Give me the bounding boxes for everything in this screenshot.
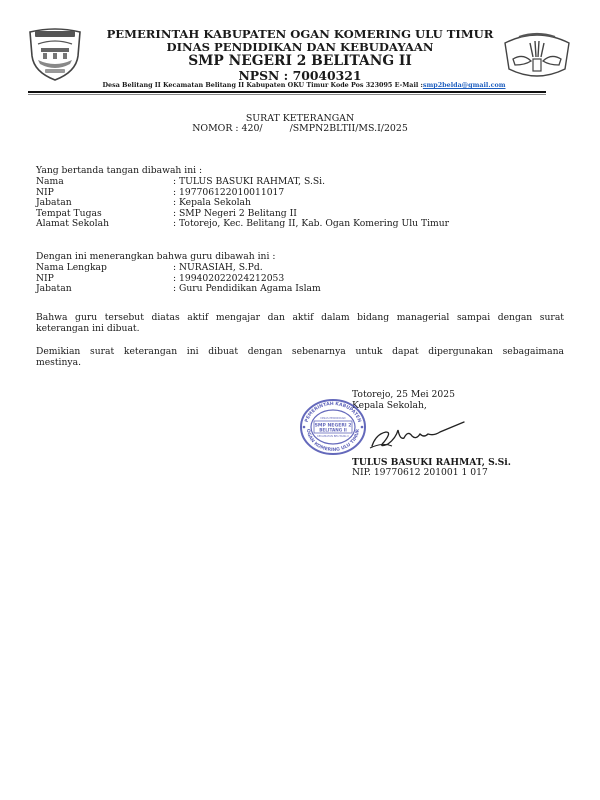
svg-text:KECAMATAN BELITANG II: KECAMATAN BELITANG II [317, 435, 349, 438]
paragraph-line: Demikian surat keterangan ini dibuat dengan sebenarnya untuk dapat dipergunakan sebagaimana [36, 346, 564, 357]
place-date: Totorejo, 25 Mei 2025 [352, 389, 455, 400]
svg-text:OGAN KOMERING ULU TIMUR: OGAN KOMERING ULU TIMUR [304, 428, 362, 454]
teacher-details [36, 263, 321, 295]
field-label: Jabatan [36, 197, 72, 209]
field-value: : NURASIAH, S.Pd. [173, 262, 263, 273]
signer-nip: NIP. 19770612 201001 1 017 [352, 467, 488, 478]
paragraph-line: keterangan ini dibuat. [36, 322, 140, 334]
paragraph-line: mestinya. [36, 356, 81, 368]
svg-text:BELITANG II: BELITANG II [319, 427, 347, 433]
signer-name: TULUS BASUKI RAHMAT, S.Si. [352, 457, 511, 468]
header-divider-thick [28, 91, 546, 93]
regency-crest-icon [26, 26, 84, 82]
signer-row-address [36, 219, 449, 230]
paragraph-line: Bahwa guru tersebut diatas aktif mengajar dan aktif dalam bidang managerial sampai dengan surat [36, 312, 564, 323]
signer-role: Kepala Sekolah, [352, 400, 427, 411]
handwritten-signature [368, 416, 468, 456]
field-value: : Guru Pendidikan Agama Islam [173, 283, 321, 295]
closing-paragraph [36, 347, 564, 368]
address-text: Desa Belitang II Kecamatan Belitang II Kabupaten OKU Timur Kode Pos 323095 E-Mail : [102, 81, 423, 89]
letterhead [90, 28, 510, 83]
letter-number [0, 123, 600, 134]
header-divider-thin [28, 94, 546, 95]
field-value: : 197706122010011017 [173, 186, 285, 198]
field-label: Jabatan [36, 283, 72, 295]
school-stamp-icon [299, 397, 367, 457]
field-label: Tempat Tugas [36, 207, 102, 219]
field-value: : 199402022024212053 [173, 272, 285, 284]
tut-wuri-handayani-icon [497, 25, 577, 81]
field-value: : Totorejo, Kec. Belitang II, Kab. Ogan Komering Ulu Timur [173, 218, 450, 230]
field-label: Nama Lengkap [36, 262, 107, 273]
field-label: NIP [36, 272, 54, 284]
email-link[interactable]: smp2belda@gmail.com [422, 81, 506, 89]
school-address [74, 81, 534, 89]
letter-title: SURAT KETERANGAN [245, 113, 355, 124]
field-label: Alamat Sekolah [36, 218, 110, 230]
field-value: : TULUS BASUKI RAHMAT, S.Si. [173, 176, 326, 187]
field-value: : SMP Negeri 2 Belitang II [173, 207, 297, 219]
svg-text:PEMERINTAH KABUPATEN: PEMERINTAH KABUPATEN [304, 401, 362, 424]
letter-number-prefix: NOMOR : 420/ [192, 123, 263, 134]
letter-number-suffix: /SMPN2BLTII/MS.I/2025 [289, 123, 408, 134]
signer-intro: Yang bertanda tangan dibawah ini : [36, 165, 203, 176]
department-name: DINAS PENDIDIKAN DAN KEBUDAYAAN [166, 40, 434, 54]
field-label: NIP [36, 186, 54, 198]
school-name: SMP NEGERI 2 BELITANG II [188, 53, 412, 69]
svg-text:DINAS PENDIDIKAN: DINAS PENDIDIKAN [320, 417, 346, 420]
npsn: NPSN : 70040321 [238, 68, 362, 83]
signer-details [36, 177, 449, 230]
svg-text:SMP NEGERI 2: SMP NEGERI 2 [314, 423, 352, 429]
statement-paragraph [36, 313, 564, 334]
government-name: PEMERINTAH KABUPATEN OGAN KOMERING ULU TIMUR [106, 27, 494, 41]
signer-row-name [36, 177, 449, 188]
field-value: : Kepala Sekolah [173, 197, 251, 209]
teacher-intro: Dengan ini menerangkan bahwa guru dibawah ini : [36, 251, 276, 262]
field-label: Nama [36, 176, 64, 187]
teacher-row-position [36, 284, 321, 295]
teacher-row-name [36, 263, 321, 274]
